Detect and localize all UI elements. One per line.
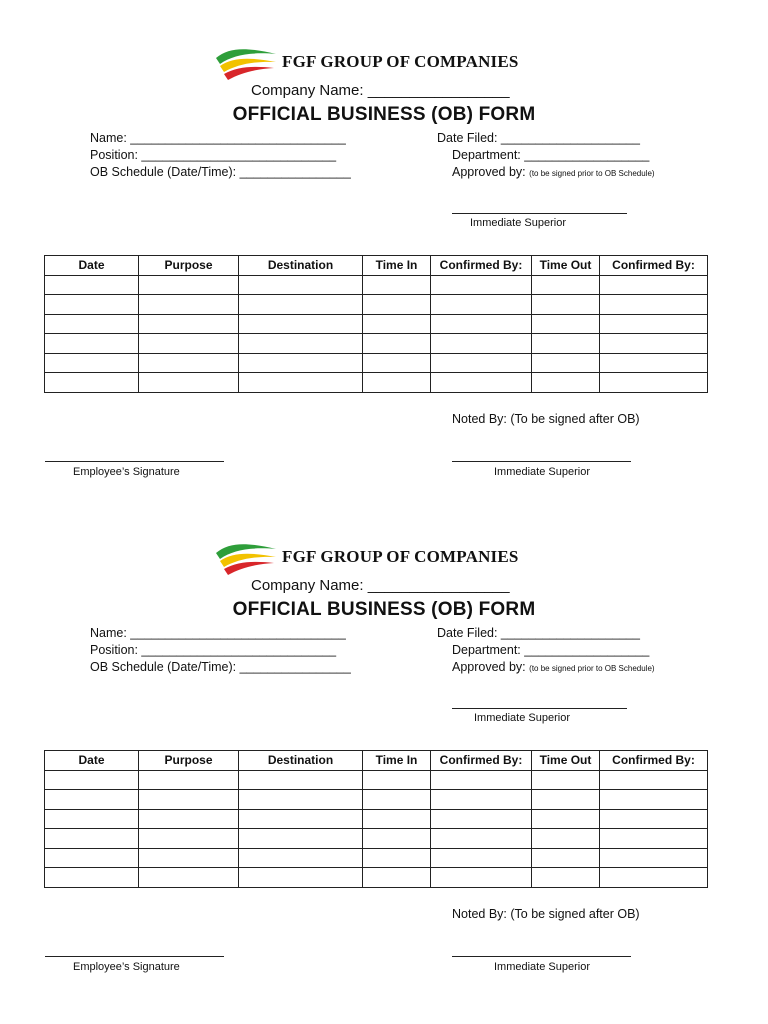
approved-by-label [452,660,655,674]
col-date: Date [45,256,139,276]
table-cell[interactable] [239,809,363,829]
brand-name: FGF GROUP OF COMPANIES [282,547,519,566]
table-cell[interactable] [532,770,600,790]
ob-table [44,255,708,393]
table-row [45,790,708,810]
col-destination: Destination [239,256,363,276]
table-cell[interactable] [431,848,532,868]
table-cell[interactable] [532,848,600,868]
col-time-in: Time In [363,256,431,276]
table-cell[interactable] [139,373,239,393]
table-row [45,353,708,373]
table-cell[interactable] [600,353,708,373]
table-cell[interactable] [45,770,139,790]
col-purpose: Purpose [139,751,239,771]
table-cell[interactable] [363,790,431,810]
table-cell[interactable] [239,790,363,810]
approver-signature-line[interactable] [452,708,627,709]
table-cell[interactable] [363,829,431,849]
table-row [45,770,708,790]
table-cell[interactable] [139,275,239,295]
company-name-field[interactable]: Company Name: _________________ [251,82,510,99]
approved-by-label [452,165,655,179]
form-title: OFFICIAL BUSINESS (OB) FORM [232,599,536,620]
table-cell[interactable] [239,295,363,315]
table-cell[interactable] [45,373,139,393]
table-cell[interactable] [431,829,532,849]
table-cell[interactable] [139,790,239,810]
position-field[interactable]: Position: ____________________________ [90,148,337,162]
table-cell[interactable] [600,770,708,790]
table-cell[interactable] [45,295,139,315]
table-cell[interactable] [139,868,239,888]
table-cell[interactable] [532,809,600,829]
table-cell[interactable] [45,809,139,829]
table-cell[interactable] [239,373,363,393]
name-field[interactable]: Name: _______________________________ [90,131,346,145]
table-cell[interactable] [239,770,363,790]
table-cell[interactable] [363,275,431,295]
ob-form-1 [0,0,768,495]
brand-name: FGF GROUP OF COMPANIES [282,52,519,71]
table-cell[interactable] [532,334,600,354]
table-cell[interactable] [431,314,532,334]
approver-label: Immediate Superior [474,712,570,724]
employee-signature-label: Employee’s Signature [73,466,180,478]
table-cell[interactable] [431,790,532,810]
col-time-out: Time Out [532,751,600,771]
noted-by-label: Noted By: (To be signed after OB) [452,412,640,426]
date-filed-field[interactable]: Date Filed: ____________________ [437,131,640,145]
col-confirmed-by-in: Confirmed By: [431,751,532,771]
table-cell[interactable] [139,848,239,868]
company-name-field[interactable]: Company Name: _________________ [251,577,510,594]
col-time-in: Time In [363,751,431,771]
table-row [45,809,708,829]
table-cell[interactable] [363,809,431,829]
department-field[interactable]: Department: __________________ [452,643,650,657]
table-cell[interactable] [532,295,600,315]
table-cell[interactable] [45,334,139,354]
table-cell[interactable] [139,334,239,354]
table-cell[interactable] [363,373,431,393]
table-cell[interactable] [139,829,239,849]
table-cell[interactable] [431,373,532,393]
col-confirmed-by-in: Confirmed By: [431,256,532,276]
table-cell[interactable] [600,829,708,849]
table-cell[interactable] [45,829,139,849]
table-cell[interactable] [45,848,139,868]
table-row [45,314,708,334]
table-cell[interactable] [532,868,600,888]
table-row [45,334,708,354]
table-row [45,295,708,315]
noted-superior-signature-line[interactable] [452,461,631,462]
approved-by-note: (to be signed prior to OB Schedule) [529,169,655,178]
table-row [45,848,708,868]
col-confirmed-by-out: Confirmed By: [600,256,708,276]
noted-superior-label: Immediate Superior [494,961,590,973]
col-confirmed-by-out: Confirmed By: [600,751,708,771]
col-purpose: Purpose [139,256,239,276]
table-cell[interactable] [139,295,239,315]
ob-schedule-field[interactable]: OB Schedule (Date/Time): ________________ [90,660,351,674]
table-cell[interactable] [431,295,532,315]
table-cell[interactable] [239,868,363,888]
form-title: OFFICIAL BUSINESS (OB) FORM [232,104,536,125]
table-cell[interactable] [363,314,431,334]
col-destination: Destination [239,751,363,771]
table-header-row [45,751,708,771]
employee-signature-label: Employee’s Signature [73,961,180,973]
table-cell[interactable] [239,353,363,373]
date-filed-field[interactable]: Date Filed: ____________________ [437,626,640,640]
table-cell[interactable] [139,353,239,373]
ob-table [44,750,708,888]
table-cell[interactable] [431,275,532,295]
table-cell[interactable] [45,275,139,295]
noted-superior-signature-line[interactable] [452,956,631,957]
table-cell[interactable] [600,868,708,888]
fgf-logo-icon [212,539,280,579]
table-cell[interactable] [239,314,363,334]
table-cell[interactable] [532,829,600,849]
table-cell[interactable] [600,275,708,295]
employee-signature-line[interactable] [45,956,224,957]
table-cell[interactable] [363,295,431,315]
table-cell[interactable] [363,334,431,354]
table-cell[interactable] [600,790,708,810]
table-cell[interactable] [431,353,532,373]
table-cell[interactable] [600,295,708,315]
table-cell[interactable] [363,848,431,868]
table-cell[interactable] [363,770,431,790]
table-cell[interactable] [363,353,431,373]
name-field[interactable]: Name: _______________________________ [90,626,346,640]
table-row [45,275,708,295]
table-cell[interactable] [45,353,139,373]
table-cell[interactable] [239,829,363,849]
table-header-row [45,256,708,276]
approver-label: Immediate Superior [470,217,566,229]
table-cell[interactable] [532,314,600,334]
table-cell[interactable] [431,868,532,888]
approver-signature-line[interactable] [452,213,627,214]
table-cell[interactable] [239,334,363,354]
table-cell[interactable] [431,770,532,790]
department-field[interactable]: Department: __________________ [452,148,650,162]
table-cell[interactable] [532,790,600,810]
table-cell[interactable] [600,314,708,334]
noted-superior-label: Immediate Superior [494,466,590,478]
table-cell[interactable] [239,848,363,868]
table-cell[interactable] [45,314,139,334]
table-cell[interactable] [363,868,431,888]
ob-form-2 [0,495,768,990]
table-cell[interactable] [139,314,239,334]
table-cell[interactable] [532,373,600,393]
table-cell[interactable] [600,373,708,393]
ob-schedule-field[interactable]: OB Schedule (Date/Time): ________________ [90,165,351,179]
position-field[interactable]: Position: ____________________________ [90,643,337,657]
approved-by-note: (to be signed prior to OB Schedule) [529,664,655,673]
table-cell[interactable] [45,790,139,810]
table-cell[interactable] [239,275,363,295]
table-row [45,373,708,393]
table-cell[interactable] [532,275,600,295]
employee-signature-line[interactable] [45,461,224,462]
noted-by-label: Noted By: (To be signed after OB) [452,907,640,921]
approved-by-text: Approved by: [452,660,526,674]
table-row [45,868,708,888]
col-time-out: Time Out [532,256,600,276]
table-cell[interactable] [139,809,239,829]
table-cell[interactable] [600,334,708,354]
table-cell[interactable] [532,353,600,373]
table-cell[interactable] [600,848,708,868]
table-cell[interactable] [139,770,239,790]
table-cell[interactable] [45,868,139,888]
table-cell[interactable] [431,809,532,829]
table-cell[interactable] [600,809,708,829]
approved-by-text: Approved by: [452,165,526,179]
table-row [45,829,708,849]
table-cell[interactable] [431,334,532,354]
col-date: Date [45,751,139,771]
fgf-logo-icon [212,44,280,84]
